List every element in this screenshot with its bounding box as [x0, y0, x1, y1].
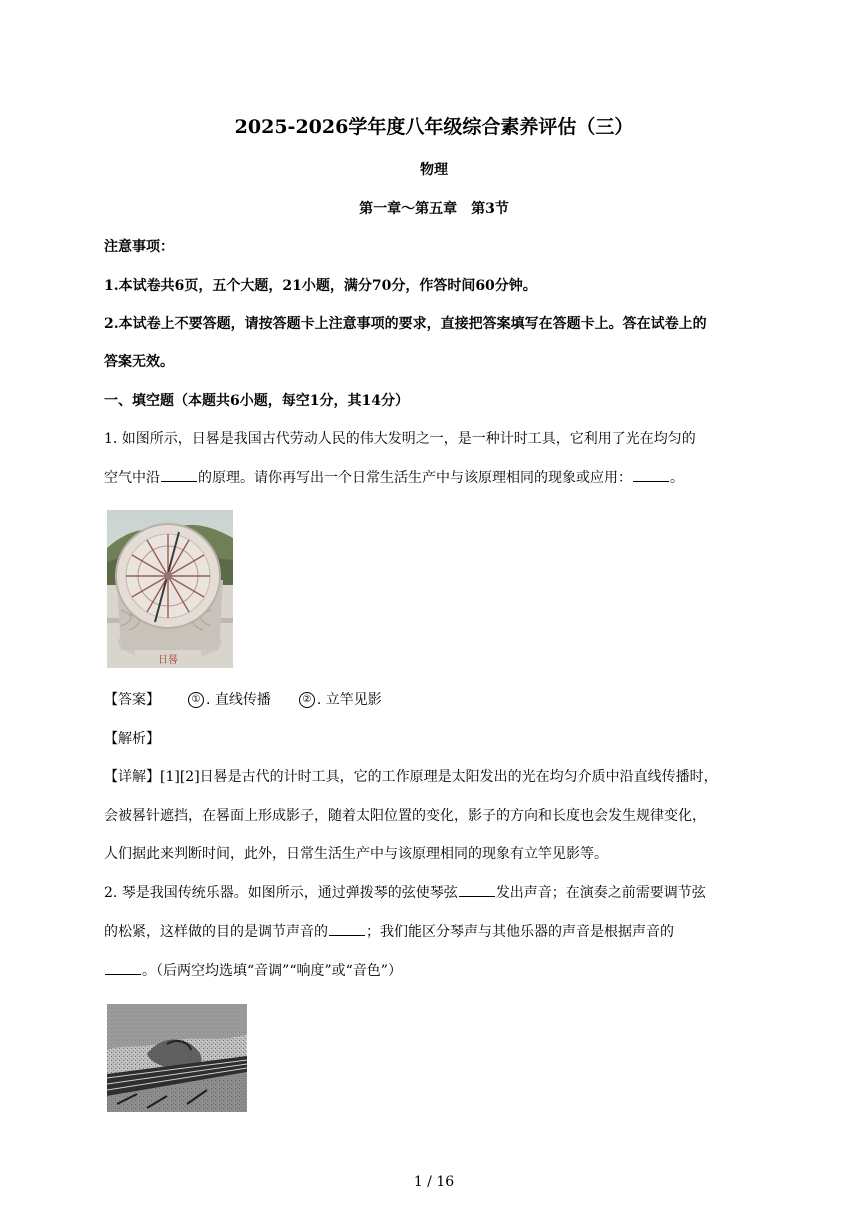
notice-item-2-line-2: 答案无效。 — [104, 354, 174, 370]
page-number: 1 / 16 — [413, 1174, 455, 1190]
notice-item-1: 1.本试卷共6页，五个大题，21小题，满分70分，作答时间60分钟。 — [104, 278, 537, 294]
answer-label: 【答案】 — [104, 692, 160, 708]
section-1-heading: 一、填空题（本题共6小题，每空1分，其14分） — [104, 393, 409, 409]
notice-item-2-line-1: 2.本试卷上不要答题，请按答题卡上注意事项的要求，直接把答案填写在答题卡上。答在试卷上的 — [104, 316, 707, 332]
q1-line-1: 1. 如图所示，日晷是我国古代劳动人民的伟大发明之一，是一种计时工具，它利用了光在均匀的 — [104, 431, 696, 447]
chapter-scope: 第一章～第五章 第3节 — [359, 201, 509, 217]
q1-detail-line-1: 【详解】[1][2]日晷是古代的计时工具，它的工作原理是太阳发出的光在均匀介质中沿直线传播时， — [104, 769, 718, 785]
sundial-image-label: 日晷 — [158, 655, 178, 666]
guqin-image — [107, 1004, 247, 1112]
q2-line-2-a: 的松紧，这样做的目的是调节声音的 — [104, 924, 328, 940]
answer-blank — [329, 923, 365, 936]
notice-heading: 注意事项： — [104, 239, 174, 255]
q2-line-1-b: 发出声音；在演奏之前需要调节弦 — [495, 885, 706, 901]
q1-line-2-b: 的原理。请你再写出一个日常生活生产中与该原理相同的现象或应用： — [198, 470, 632, 486]
answer-2-number: ② — [299, 692, 315, 708]
q2-line-1-a: 2. 琴是我国传统乐器。如图所示，通过弹拨琴的弦使琴弦 — [104, 885, 458, 901]
sundial-image — [107, 510, 233, 668]
exam-title: 2025-2026学年度八年级综合素养评估（三） — [234, 116, 634, 138]
q1-answer — [104, 690, 764, 710]
q1-detail-line-3: 人们据此来判断时间，此外，日常生活生产中与该原理相同的现象有立竿见影等。 — [104, 846, 608, 862]
answer-blank — [633, 469, 669, 482]
q2-line-2 — [104, 922, 764, 942]
answer-2-text: . 立竿见影 — [316, 692, 382, 708]
q1-detail-line-2: 会被晷针遮挡，在晷面上形成影子，随着太阳位置的变化，影子的方向和长度也会发生规律变化， — [104, 808, 706, 824]
answer-blank — [161, 469, 197, 482]
subject-label: 物理 — [420, 162, 448, 178]
q1-line-2 — [104, 468, 764, 488]
answer-blank — [459, 884, 495, 897]
q1-line-2-a: 空气中沿 — [104, 470, 160, 486]
q1-analysis-label: 【解析】 — [104, 731, 160, 747]
answer-1-text: . 直线传播 — [206, 692, 271, 708]
q2-line-1 — [104, 883, 764, 903]
q2-line-2-b: ；我们能区分琴声与其他乐器的声音是根据声音的 — [366, 924, 674, 940]
q2-line-3-a: 。（后两空均选填“音调”“响度”或“音色”） — [142, 963, 402, 979]
answer-1-number: ① — [188, 692, 204, 708]
answer-blank — [105, 962, 141, 975]
q1-line-2-c: 。 — [670, 470, 684, 486]
q2-line-3 — [104, 961, 764, 981]
